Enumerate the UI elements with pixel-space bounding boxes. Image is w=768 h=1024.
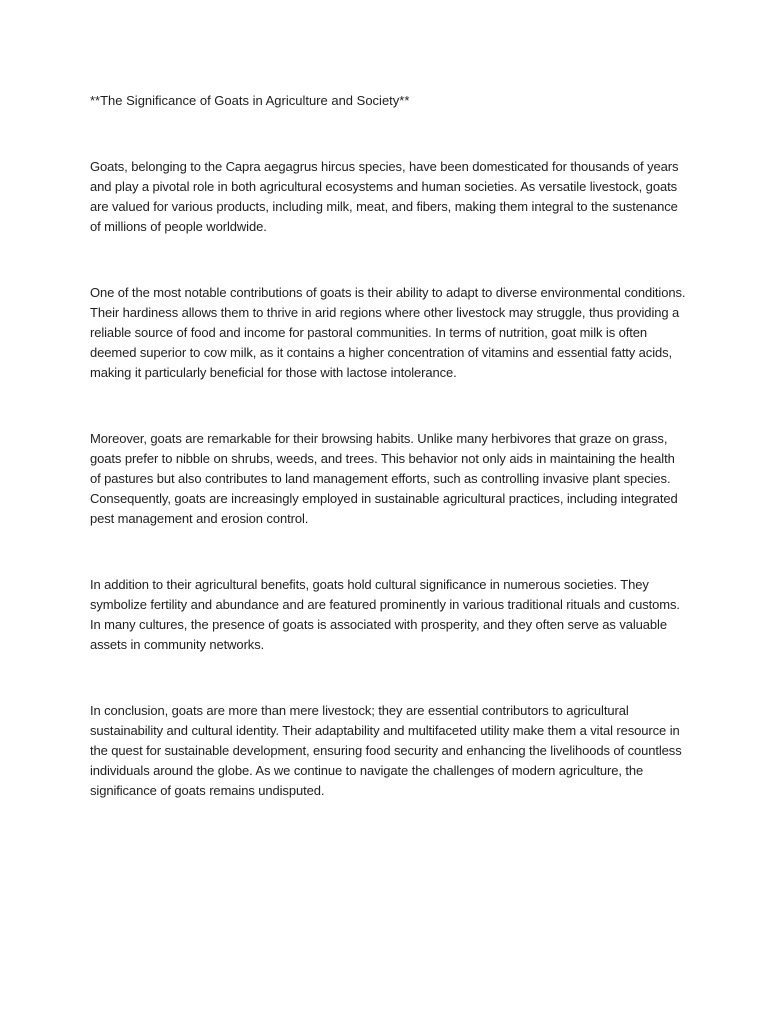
document-body	[90, 91, 688, 801]
paragraph-browsing-habits: Moreover, goats are remarkable for their browsing habits. Unlike many herbivores that graze on grass, goats prefer to nibble on shrubs, weeds, and trees. This behavior not only aids in maintaining the health of pastures but also contributes to land management efforts, such as controlling invasive plant species. Consequently, goats are increasingly employed in sustainable agricultural practices, including integrated pest management and erosion control.	[90, 431, 678, 526]
paragraph-conclusion: In conclusion, goats are more than mere livestock; they are essential contributors to agricultural sustainability and cultural identity. Their adaptability and multifaceted utility make them a vital resource in the quest for sustainable development, ensuring food security and enhancing the livelihoods of countless individuals around the globe. As we continue to navigate the challenges of modern agriculture, the significance of goats remains undisputed.	[90, 703, 682, 798]
document-title: **The Significance of Goats in Agriculture and Society**	[90, 93, 410, 108]
paragraph-introduction: Goats, belonging to the Capra aegagrus hircus species, have been domesticated for thousands of years and play a pivotal role in both agricultural ecosystems and human societies. As versatile livestock, goats are valued for various products, including milk, meat, and fibers, making them integral to the sustenance of millions of people worldwide.	[90, 159, 679, 234]
paragraph-adaptability: One of the most notable contributions of goats is their ability to adapt to diverse environmental conditions. Their hardiness allows them to thrive in arid regions where other livestock may struggle, thus providing a reliable source of food and income for pastoral communities. In terms of nutrition, goat milk is often deemed superior to cow milk, as it contains a higher concentration of vitamins and essential fatty acids, making it particularly beneficial for those with lactose intolerance.	[90, 285, 686, 380]
paragraph-cultural-significance: In addition to their agricultural benefits, goats hold cultural significance in numerous societies. They symbolize fertility and abundance and are featured prominently in various traditional rituals and customs. In many cultures, the presence of goats is associated with prosperity, and they often serve as valuable assets in community networks.	[90, 577, 680, 652]
